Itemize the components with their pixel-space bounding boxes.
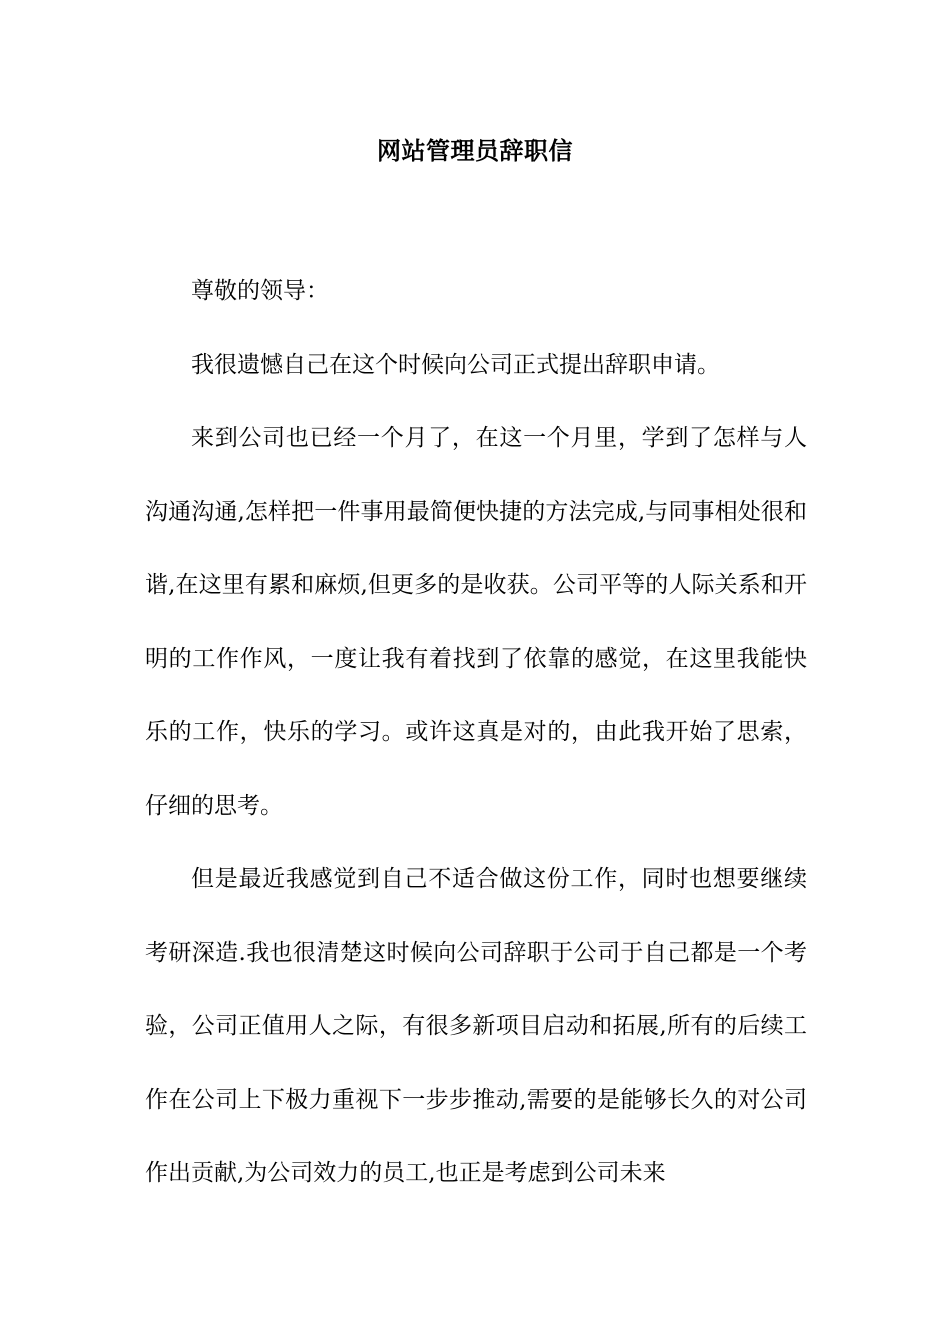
- paragraph-3: 但是最近我感觉到自己不适合做这份工作，同时也想要继续考研深造.我也很清楚这时候向公司辞职于公司于自己都是一个考验，公司正值用人之际，有很多新项目启动和拓展,所有的后续工作在公司上下极力重视下一步步推动,需要的是能够长久的对公司作出贡献,为公司效力的员工,也正是考虑到公司未来: [145, 866, 807, 1186]
- paragraph-2: 来到公司也已经一个月了，在这一个月里，学到了怎样与人沟通沟通,怎样把一件事用最简便快捷的方法完成,与同事相处很和谐,在这里有累和麻烦,但更多的是收获。公司平等的人际关系和开明的工作作风，一度让我有着找到了依靠的感觉，在这里我能快乐的工作，快乐的学习。或许这真是对的，由此我开始了思索，仔细的思考。: [145, 425, 807, 819]
- letter-body: [145, 255, 807, 1211]
- paragraph-1: 我很遗憾自己在这个时候向公司正式提出辞职申请。: [191, 351, 720, 378]
- document-title: 网站管理员辞职信: [377, 136, 573, 165]
- salutation: 尊敬的领导：: [191, 278, 329, 304]
